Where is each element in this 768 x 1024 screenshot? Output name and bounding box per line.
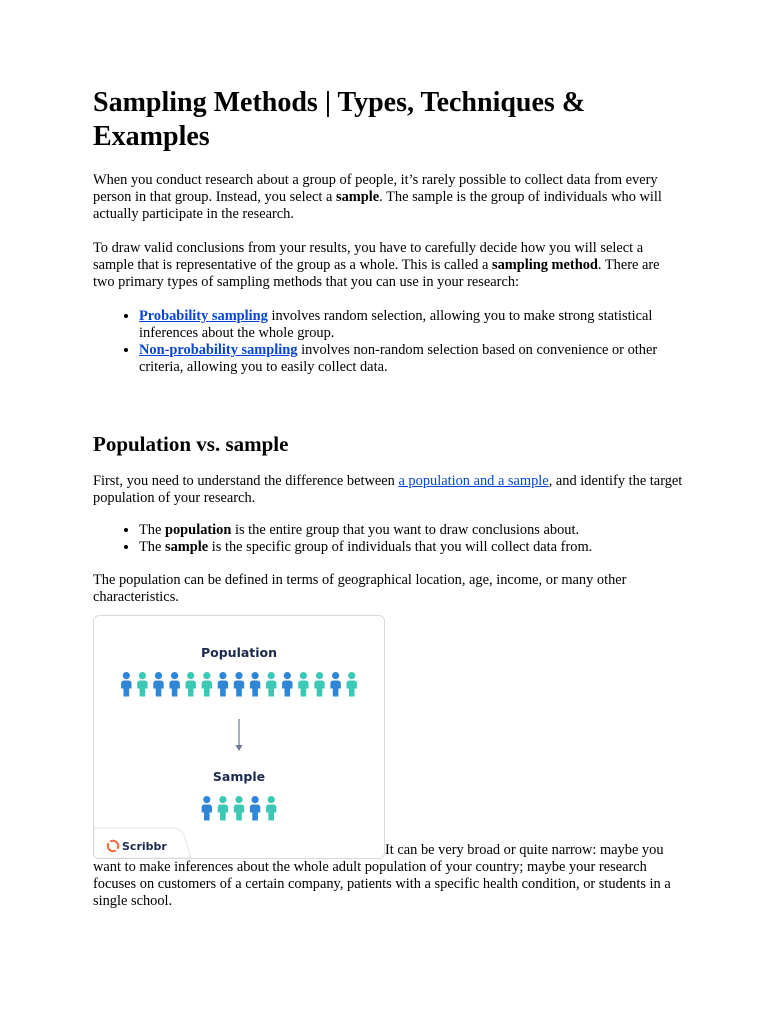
sample-label: Sample [212,769,266,784]
sample-people-row [202,796,277,821]
list-item: • The population is the entire group that you want to draw conclusions about. [139,522,683,539]
person-icon [202,796,212,821]
person-icon [186,672,196,697]
person-icon [314,672,324,697]
section-heading: Population vs. sample [93,432,289,456]
term-sample: sample [335,189,380,205]
scribbr-brand-text: Scribbr [122,840,167,853]
term-sampling-method: sampling method [491,257,598,273]
person-icon [298,672,308,697]
page-title: Sampling Methods | Types, Techniques & Examples [93,87,586,152]
person-icon [202,672,212,697]
population-label: Population [200,645,278,660]
figure-paragraph [93,615,683,910]
list-item: • Probability sampling involves random selection, allowing you to make strong statistical inferences about the whole group. [139,308,683,342]
arrow-down-icon [236,745,243,751]
section-paragraph-1: First, you need to understand the difference between a population and a sample, and identify the target population of your research. [93,473,683,506]
intro-paragraph-1: When you conduct research about a group of people, it’s rarely possible to collect data from every person in that group. Instead, you select a sample. The sample is the group of individuals who will actually participate in the research. [93,172,662,222]
intro-paragraph-2: To draw valid conclusions from your results, you have to carefully decide how you will select a sample that is representative of the group as a whole. This is called a sampling method. There are two primary types of sampling methods that you can use in your research: [93,240,660,290]
probability-sampling-link[interactable]: Probability sampling [139,308,268,324]
section-paragraph-3: It can be very broad or quite narrow: maybe you want to make inferences about the whole adult population of your country; maybe your research focuses on customers of a certain company, patients with a specific health condition, or students in a single school. [93,842,671,909]
population-people-row [121,672,357,697]
person-icon [250,796,260,821]
person-icon [137,672,147,697]
list-item: • Non-probability sampling involves non-random selection based on convenience or other criteria, allowing you to easily collect data. [139,342,683,376]
person-icon [218,672,228,697]
person-icon [330,672,340,697]
section-paragraph-2: The population can be defined in terms of geographical location, age, income, or many other characteristics. [93,572,627,605]
person-icon [250,672,260,697]
person-icon [169,672,179,697]
person-icon [218,796,228,821]
list-item: • The sample is the specific group of individuals that you will collect data from. [139,539,683,556]
person-icon [266,672,276,697]
population-and-sample-link[interactable]: a population and a sample [398,473,549,489]
person-icon [121,672,131,697]
person-icon [153,672,163,697]
population-sample-figure [93,615,385,859]
population-sample-list [93,522,683,556]
sampling-types-list [93,308,683,376]
article [93,86,683,910]
person-icon [282,672,292,697]
person-icon [234,672,244,697]
person-icon [266,796,276,821]
person-icon [234,796,244,821]
non-probability-sampling-link[interactable]: Non-probability sampling [139,342,298,358]
figure-graphic [94,616,384,858]
person-icon [347,672,357,697]
